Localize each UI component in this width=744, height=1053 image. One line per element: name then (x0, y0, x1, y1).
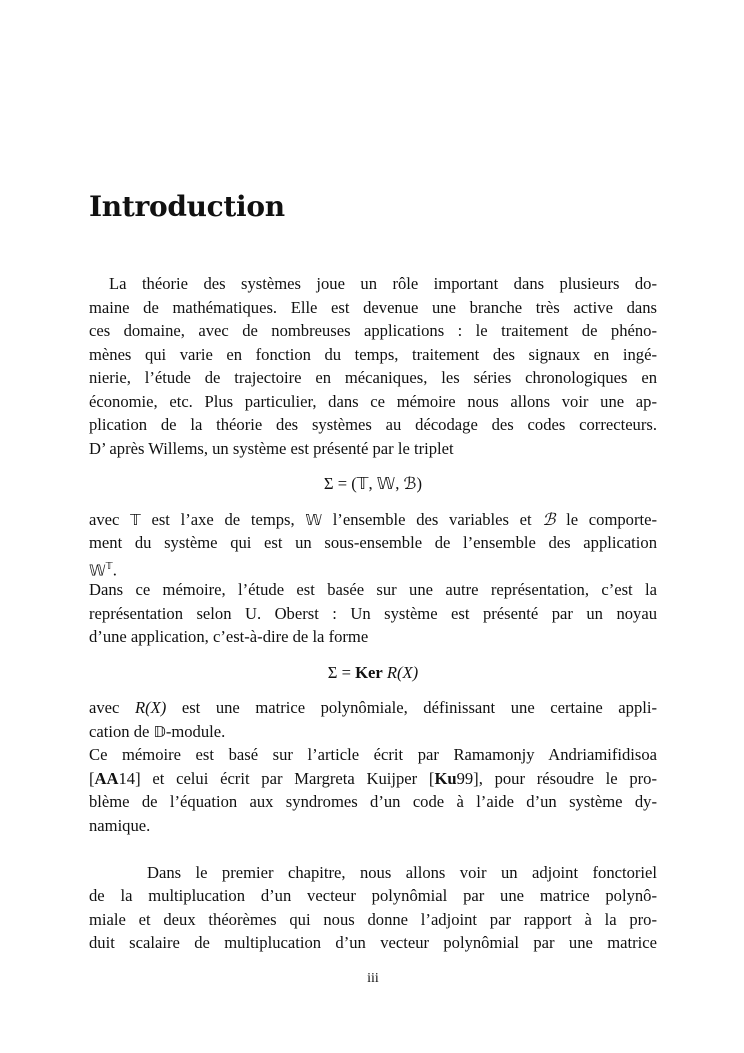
text-line: miale et deux théorèmes qui nous donne l’adjoint par rapport à la pro- (89, 909, 657, 929)
formula-kernel: Σ = Ker R(X) (327, 662, 419, 682)
formula-system-triplet: Σ = (𝕋, 𝕎, ℬ) (323, 474, 423, 493)
text-line: [AA14] et celui écrit par Margreta Kuijper [Ku99], pour résoudre le pro- (89, 768, 657, 788)
text-line: avec 𝕋 est l’axe de temps, 𝕎 l’ensemble des variables et ℬ le comporte- (89, 509, 658, 529)
text-line: blème de l’équation aux syndromes d’un code à l’aide d’un système dy- (89, 792, 657, 811)
text-line: Dans le premier chapitre, nous allons voir un adjoint fonctoriel (147, 862, 657, 882)
text-line: cation de 𝔻-module. (89, 721, 226, 741)
text-line: ces domaine, avec de nombreuses applications : le traitement de phéno- (89, 321, 657, 340)
citation-link-aa14[interactable]: AA14 (94, 768, 136, 788)
text-line: plication de la théorie des systèmes au décodage des codes correcteurs. (89, 415, 657, 434)
text-line: avec R(X) est une matrice polynômiale, définissant une certaine appli- (89, 698, 657, 717)
text-line: namique. (89, 815, 151, 835)
text-line: 𝕎$^𝕋$. (89, 560, 117, 580)
math-symbol: ℬ (542, 509, 556, 529)
math-symbol: 𝕋 (130, 510, 141, 529)
text-line: nierie, l’étude de trajectoire en mécaniques, les séries chronologiques en (89, 368, 657, 387)
page-number: iii (367, 971, 379, 986)
text-line: ment du système qui est un sous-ensemble de l’ensemble des application (89, 533, 657, 552)
text-line: d’une application, c’est-à-dire de la forme (89, 627, 369, 646)
text-line: Dans ce mémoire, l’étude est basée sur une autre représentation, c’est la (89, 580, 657, 599)
text-line: de la multiplucation d’un vecteur polynômial par une matrice polynô- (89, 886, 657, 905)
math-symbol: 𝕎 (305, 510, 322, 529)
text-line: maine de mathématiques. Elle est devenue une branche très active dans (89, 297, 657, 317)
text-line: représentation selon U. Oberst : Un système est présenté par un noyau (89, 603, 657, 623)
body-text (89, 272, 657, 955)
chapter-heading: Introduction (89, 190, 285, 223)
text-line: La théorie des systèmes joue un rôle important dans plusieurs do- (109, 274, 657, 293)
text-line: duit scalaire de multiplucation d’un vecteur polynômial par une matrice (89, 933, 657, 952)
citation-link-ku99[interactable]: Ku99 (434, 768, 474, 788)
text-line: Ce mémoire est basé sur l’article écrit par Ramamonjy Andriamifidisoa (89, 745, 657, 764)
text-line: économie, etc. Plus particulier, dans ce mémoire nous allons voir une ap- (89, 391, 657, 411)
text-line: D’ après Willems, un système est présenté par le triplet (89, 438, 454, 458)
text-line: mènes qui varie en fonction du temps, traitement des signaux en ingé- (89, 344, 657, 364)
